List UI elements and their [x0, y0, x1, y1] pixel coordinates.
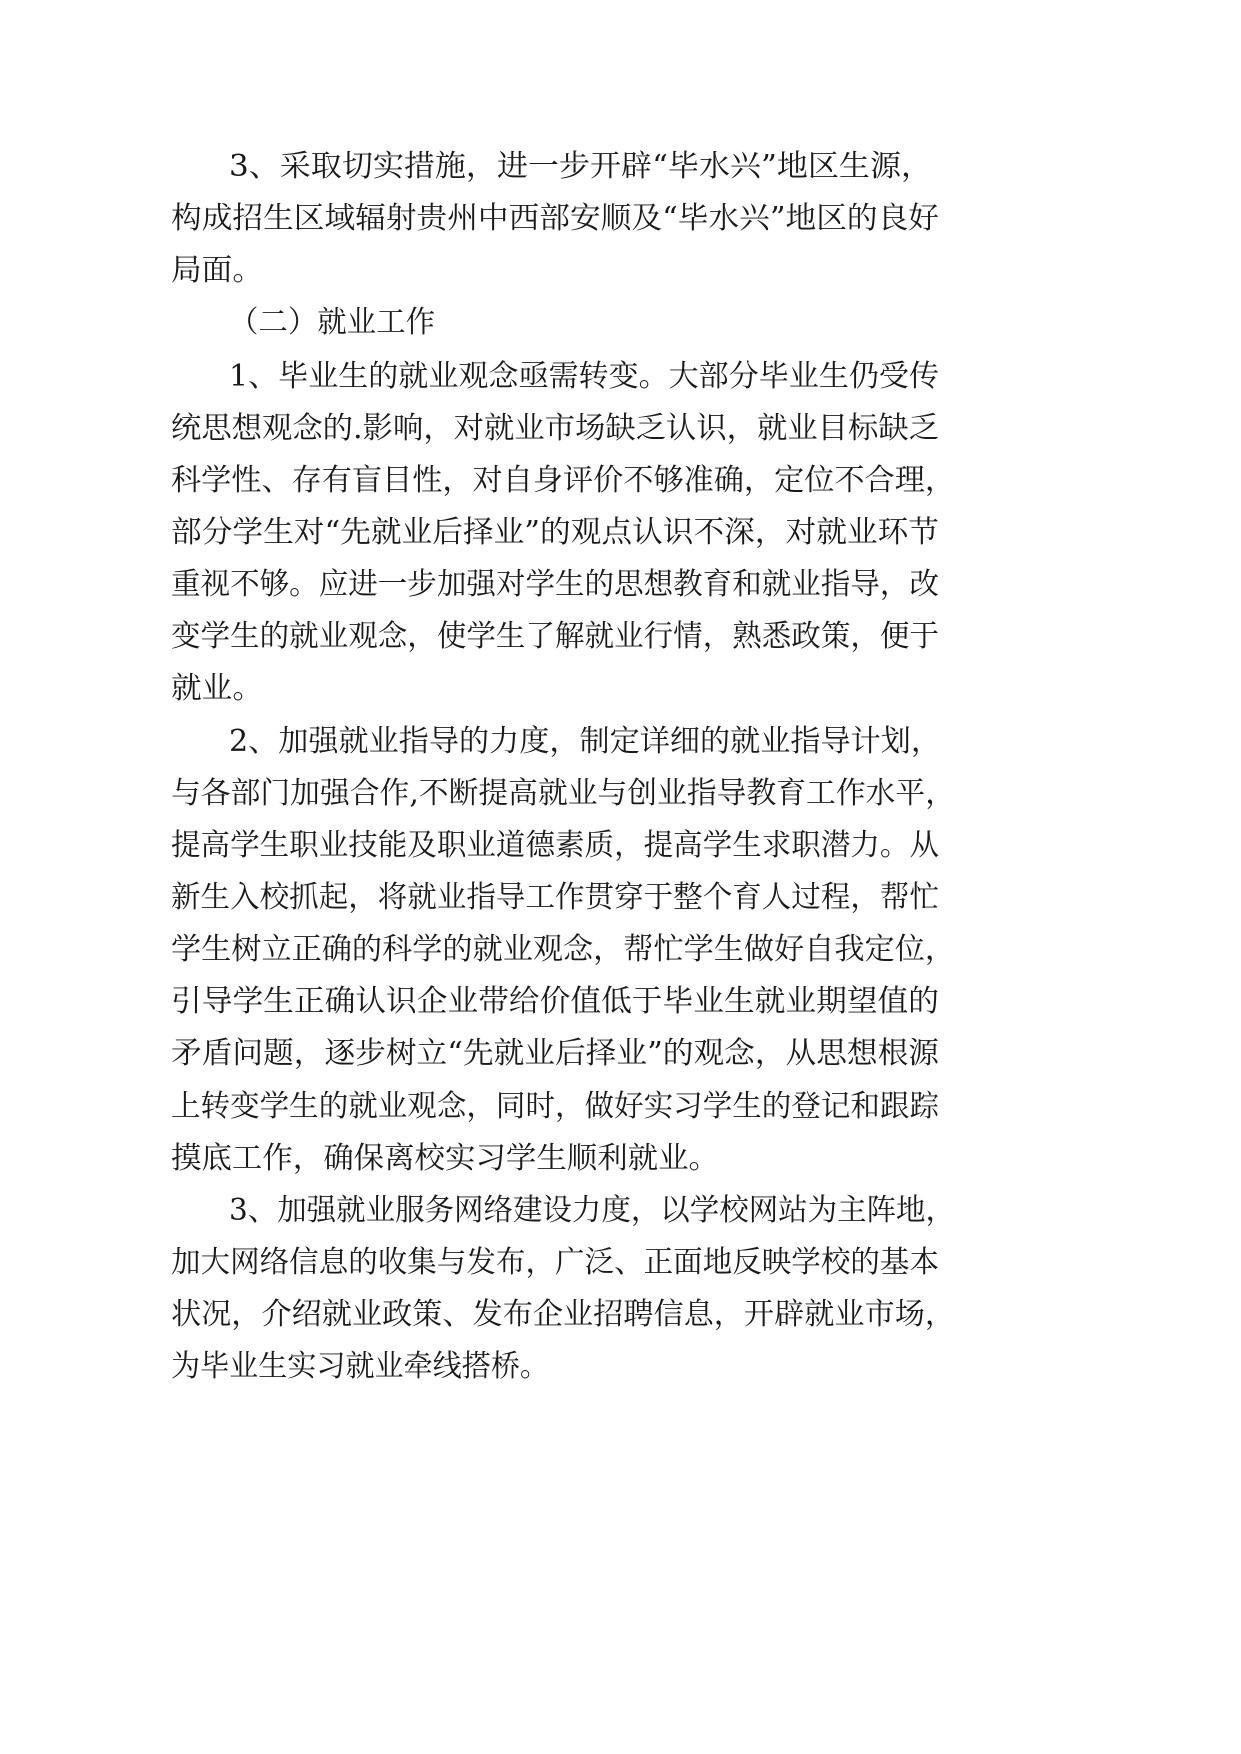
paragraph-line: [0, 816, 1241, 876]
paragraph-line: [0, 607, 1241, 667]
paragraph-line: [0, 241, 1241, 301]
line-text: 提高学生职业技能及职业道德素质，提高学生求职潜力。从: [171, 828, 939, 863]
section-heading: [0, 293, 1241, 353]
paragraph-line: [0, 659, 1241, 719]
line-text: 新生入校抓起，将就业指导工作贯穿于整个育人过程，帮忙: [171, 880, 939, 915]
line-text: 摸底工作，确保离校实习学生顺利就业。: [171, 1141, 719, 1176]
paragraph-line: [0, 1129, 1241, 1189]
line-text: 状况，介绍就业政策、发布企业招聘信息，开辟就业市场，: [171, 1297, 956, 1332]
paragraph-line: [0, 347, 1241, 407]
line-text: 引导学生正确认识企业带给价值低于毕业生就业期望值的: [171, 984, 940, 1019]
line-text: 2、加强就业指导的力度，制定详细的就业指导计划，: [229, 724, 941, 759]
paragraph-line: [0, 1285, 1241, 1345]
line-text: 局面。: [171, 253, 263, 288]
paragraph-line: [0, 972, 1241, 1032]
line-text: 与各部门加强合作,不断提高就业与创业指导教育工作水平，: [171, 776, 955, 811]
line-text: 为毕业生实习就业牵线搭桥。: [171, 1349, 549, 1384]
paragraph-line: [0, 399, 1241, 459]
paragraph-line: [0, 868, 1241, 928]
paragraph-line: [0, 764, 1241, 824]
line-text: 3、加强就业服务网络建设力度，以学校网站为主阵地，: [229, 1193, 955, 1228]
paragraph-line: [0, 1337, 1241, 1397]
paragraph-line: [0, 137, 1241, 197]
paragraph-line: [0, 555, 1241, 615]
paragraph-line: [0, 503, 1241, 563]
line-text: 科学性、存有盲目性，对自身评价不够准确，定位不合理，: [171, 463, 956, 498]
line-text: 部分学生对“先就业后择业”的观点认识不深，对就业环节: [171, 515, 939, 550]
line-text: 3、采取切实措施，进一步开辟“毕水兴”地区生源，: [229, 149, 932, 184]
line-text: 重视不够。应进一步加强对学生的思想教育和就业指导，改: [171, 567, 939, 602]
paragraph-line: [0, 920, 1241, 980]
line-text: 构成招生区域辐射贵州中西部安顺及“毕水兴”地区的良好: [171, 201, 939, 236]
paragraph-line: [0, 1024, 1241, 1084]
line-text: 学生树立正确的科学的就业观念，帮忙学生做好自我定位，: [171, 932, 956, 967]
paragraph-line: [0, 1233, 1241, 1293]
paragraph-line: [0, 451, 1241, 511]
paragraph-line: [0, 1181, 1241, 1241]
paragraph-line: [0, 1077, 1241, 1137]
line-text: 统思想观念的.影响，对就业市场缺乏认识，就业目标缺乏: [171, 411, 939, 446]
line-text: 加大网络信息的收集与发布，广泛、正面地反映学校的基本: [171, 1245, 939, 1280]
heading-text: （二）就业工作: [229, 305, 435, 340]
line-text: 变学生的就业观念，使学生了解就业行情，熟悉政策，便于: [171, 619, 939, 654]
paragraph-line: [0, 712, 1241, 772]
line-text: 上转变学生的就业观念，同时，做好实习学生的登记和跟踪: [171, 1089, 939, 1124]
paragraph-line: [0, 189, 1241, 249]
line-text: 就业。: [171, 671, 263, 706]
line-text: 1、毕业生的就业观念亟需转变。大部分毕业生仍受传: [229, 359, 939, 394]
line-text: 矛盾问题，逐步树立“先就业后择业”的观念，从思想根源: [171, 1036, 939, 1071]
